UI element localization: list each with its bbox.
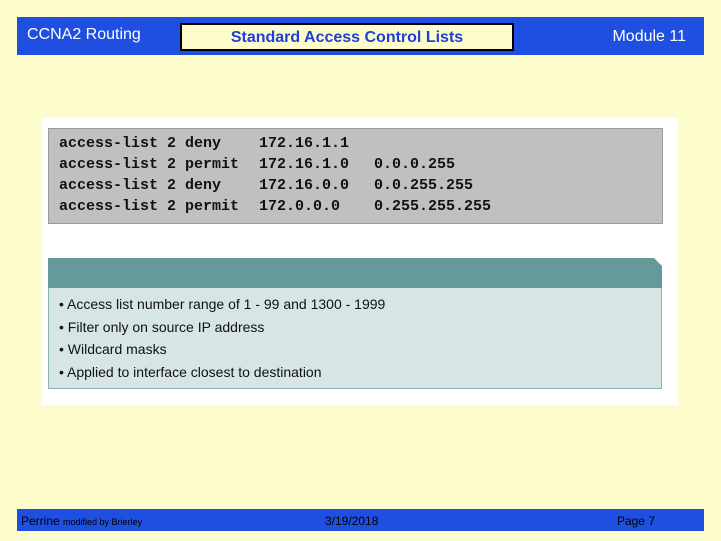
code-line: access-list 2 permit 172.16.1.0 0.0.0.255 <box>59 156 456 173</box>
bullet-item: • Filter only on source IP address <box>59 318 265 335</box>
bullet-item: • Access list number range of 1 - 99 and 1300 - 1999 <box>59 296 386 312</box>
code-line: access-list 2 deny 172.16.1.1 <box>59 135 350 152</box>
bullet-item: • Applied to interface closest to destination <box>59 363 322 380</box>
bullet-item: • Wildcard masks <box>59 341 167 357</box>
panel-header-bar <box>48 258 662 288</box>
footer-author: Perrine modified by Brierley <box>21 514 143 528</box>
panel-corner-fold <box>654 258 662 266</box>
bullet-panel <box>48 288 662 389</box>
page-number: Page 7 <box>616 514 655 528</box>
acl-figure <box>42 118 678 405</box>
course-label: CCNA2 Routing <box>27 26 141 43</box>
code-panel <box>48 128 663 224</box>
code-line: access-list 2 deny 172.16.0.0 0.0.255.255 <box>59 177 474 194</box>
footer-modified: modified by Brierley <box>63 517 143 527</box>
header-bar <box>17 17 704 55</box>
module-label: Module 11 <box>612 28 686 45</box>
code-line: access-list 2 permit 172.0.0.0 0.255.255.255 <box>59 198 492 215</box>
footer-date: 3/19/2018 <box>325 514 379 528</box>
footer-bar <box>17 509 704 531</box>
page-title: Standard Access Control Lists <box>180 23 514 51</box>
